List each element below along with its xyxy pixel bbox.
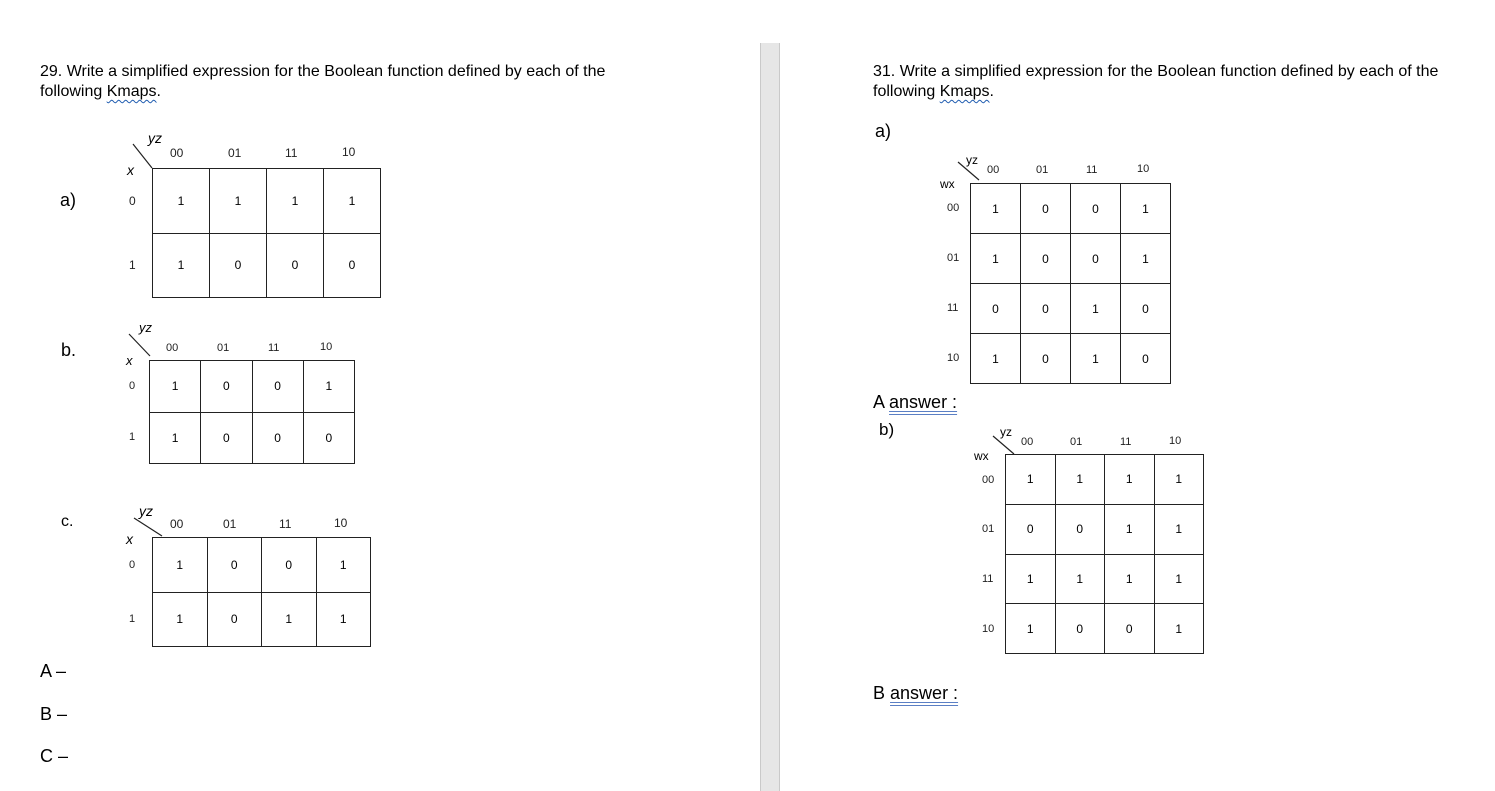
map-a-row-var: x: [127, 162, 134, 178]
r-map-a-row-10: 10: [947, 352, 960, 364]
kmap-cell: 0: [1021, 284, 1071, 334]
page-gutter: [760, 43, 780, 791]
kmap-cell: 1: [150, 361, 201, 413]
r-map-b-row-10: 10: [982, 623, 995, 635]
kmap-cell: 0: [1006, 504, 1056, 554]
kmap-cell: 0: [1055, 504, 1105, 554]
kmap-cell: 1: [1006, 554, 1056, 604]
kmap-cell: 1: [324, 169, 381, 234]
kmap-cell: 1: [267, 169, 324, 234]
kmap-cell: 0: [207, 592, 262, 647]
map-b-col-var: yz: [139, 320, 152, 335]
r-map-b-row-var: wx: [974, 449, 989, 463]
map-a-col-01: 01: [228, 146, 242, 160]
map-b-row-1: 1: [129, 431, 136, 443]
kmap-cell: 0: [1021, 234, 1071, 284]
map-b-label: b.: [61, 340, 77, 360]
kmap-cell: 1: [1006, 455, 1056, 505]
r-map-a-label: a): [875, 121, 892, 141]
kmap-cell: 1: [971, 234, 1021, 284]
kmap-cell: 1: [153, 592, 208, 647]
map-b-col-11: 11: [268, 342, 280, 354]
r-map-b-col-11: 11: [1120, 436, 1132, 448]
map-a-col-var: yz: [148, 130, 162, 146]
kmaps-word: Kmaps: [939, 83, 990, 100]
kmap-cell: 1: [1105, 554, 1155, 604]
kmap-cell: 1: [1154, 455, 1204, 505]
map-a-col-10: 10: [342, 145, 356, 159]
r-answer-a: A answer :: [873, 392, 958, 412]
kmap-cell: 1: [303, 361, 354, 413]
kmap-cell: 0: [1021, 334, 1071, 384]
r-map-a-row-var: wx: [940, 177, 955, 191]
r-map-a-row-00: 00: [947, 202, 960, 214]
kmap-cell: 0: [1071, 234, 1121, 284]
r-map-a-col-00: 00: [987, 164, 1000, 176]
answer-a: A –: [40, 661, 67, 681]
q29-line2: following Kmaps.: [40, 83, 161, 100]
r-map-a-col-11: 11: [1086, 164, 1098, 176]
kmap-cell: 0: [324, 233, 381, 298]
map-c-col-00: 00: [170, 517, 184, 531]
kmap-cell: 1: [1105, 504, 1155, 554]
r-map-b-col-var: yz: [1000, 425, 1012, 439]
r-map-b-row-01: 01: [982, 523, 995, 535]
r-answer-b-word: answer :: [890, 683, 959, 703]
kmap-cell: 1: [153, 169, 210, 234]
map-c-col-var: yz: [139, 503, 153, 519]
map-a-col-11: 11: [285, 146, 298, 160]
kmap-cell: 0: [1055, 604, 1105, 654]
map-c-col-01: 01: [223, 517, 237, 531]
kmap-cell: 0: [971, 284, 1021, 334]
kmap-cell: 0: [1121, 334, 1171, 384]
answer-b: B –: [40, 704, 68, 724]
r-map-a-col-01: 01: [1036, 164, 1049, 176]
kmap-cell: 1: [262, 592, 317, 647]
map-b-col-10: 10: [320, 341, 333, 353]
map-c-row-0: 0: [129, 559, 136, 571]
kmap-cell: 0: [252, 412, 303, 464]
kmap-cell: 1: [1154, 604, 1204, 654]
map-b-col-00: 00: [166, 342, 179, 354]
kmap-cell: 1: [971, 334, 1021, 384]
kmap-cell: 0: [207, 538, 262, 593]
kmap-cell: 0: [1071, 184, 1121, 234]
r-map-b-col-01: 01: [1070, 436, 1083, 448]
kmap-cell: 1: [153, 538, 208, 593]
kmap-cell: 0: [201, 412, 252, 464]
map-c-label: c.: [61, 513, 74, 530]
r-map-b-col-00: 00: [1021, 436, 1034, 448]
map-b-row-0: 0: [129, 380, 136, 392]
map-b-col-01: 01: [217, 342, 230, 354]
kmap-cell: 0: [267, 233, 324, 298]
kmap-cell: 1: [316, 592, 371, 647]
q31-line2: following Kmaps.: [873, 83, 994, 100]
kmap-cell: 0: [1021, 184, 1071, 234]
kmap-cell: 1: [1055, 554, 1105, 604]
kmap-cell: 1: [150, 412, 201, 464]
kmap-cell: 1: [1121, 234, 1171, 284]
kmap-cell: 0: [252, 361, 303, 413]
q29-line1: 29. Write a simplified expression for the Boolean function defined by each of the: [40, 63, 606, 80]
kmap-cell: 0: [262, 538, 317, 593]
q31-text: [873, 62, 1438, 102]
q29-text: [40, 62, 605, 102]
r-answer-b: B answer :: [873, 683, 959, 703]
kmap-cell: 0: [210, 233, 267, 298]
kmap-cell: 1: [1071, 284, 1121, 334]
r-map-b-grid: [1005, 454, 1204, 654]
map-a-grid: [152, 168, 381, 298]
kmap-cell: 1: [153, 233, 210, 298]
kmap-cell: 1: [316, 538, 371, 593]
q31-line1: 31. Write a simplified expression for the Boolean function defined by each of the: [873, 63, 1439, 80]
map-a-row-0: 0: [129, 194, 136, 208]
kmap-cell: 1: [1121, 184, 1171, 234]
kmap-cell: 1: [1105, 455, 1155, 505]
kmap-cell: 1: [1006, 604, 1056, 654]
map-b-row-var: x: [126, 353, 133, 368]
kmap-cell: 0: [201, 361, 252, 413]
map-c-col-10: 10: [334, 516, 348, 530]
kmap-cell: 1: [1154, 504, 1204, 554]
map-a-row-1: 1: [129, 258, 136, 272]
kmap-cell: 1: [210, 169, 267, 234]
map-a-label: a): [60, 190, 77, 210]
r-map-a-row-11: 11: [947, 302, 959, 314]
map-a-col-00: 00: [170, 146, 184, 160]
answer-c: C –: [40, 746, 69, 766]
kmap-cell: 1: [1071, 334, 1121, 384]
r-map-a-col-10: 10: [1137, 163, 1150, 175]
kmap-cell: 0: [303, 412, 354, 464]
map-b-grid: [149, 360, 355, 464]
r-map-a-col-var: yz: [966, 153, 978, 167]
kmap-cell: 1: [1055, 455, 1105, 505]
map-c-grid: [152, 537, 371, 647]
r-map-a-grid: [970, 183, 1171, 384]
kmap-cell: 0: [1105, 604, 1155, 654]
r-map-b-row-00: 00: [982, 474, 995, 486]
kmap-cell: 1: [1154, 554, 1204, 604]
r-map-b-label: b): [879, 420, 895, 439]
r-map-b-col-10: 10: [1169, 435, 1182, 447]
map-c-row-var: x: [126, 531, 133, 547]
r-map-b-row-11: 11: [982, 573, 994, 585]
kmap-cell: 0: [1121, 284, 1171, 334]
kmaps-word: Kmaps: [106, 83, 157, 100]
r-map-a-row-01: 01: [947, 252, 960, 264]
r-answer-a-word: answer :: [889, 392, 958, 412]
kmap-cell: 1: [971, 184, 1021, 234]
map-c-col-11: 11: [279, 517, 292, 531]
map-c-row-1: 1: [129, 613, 136, 625]
